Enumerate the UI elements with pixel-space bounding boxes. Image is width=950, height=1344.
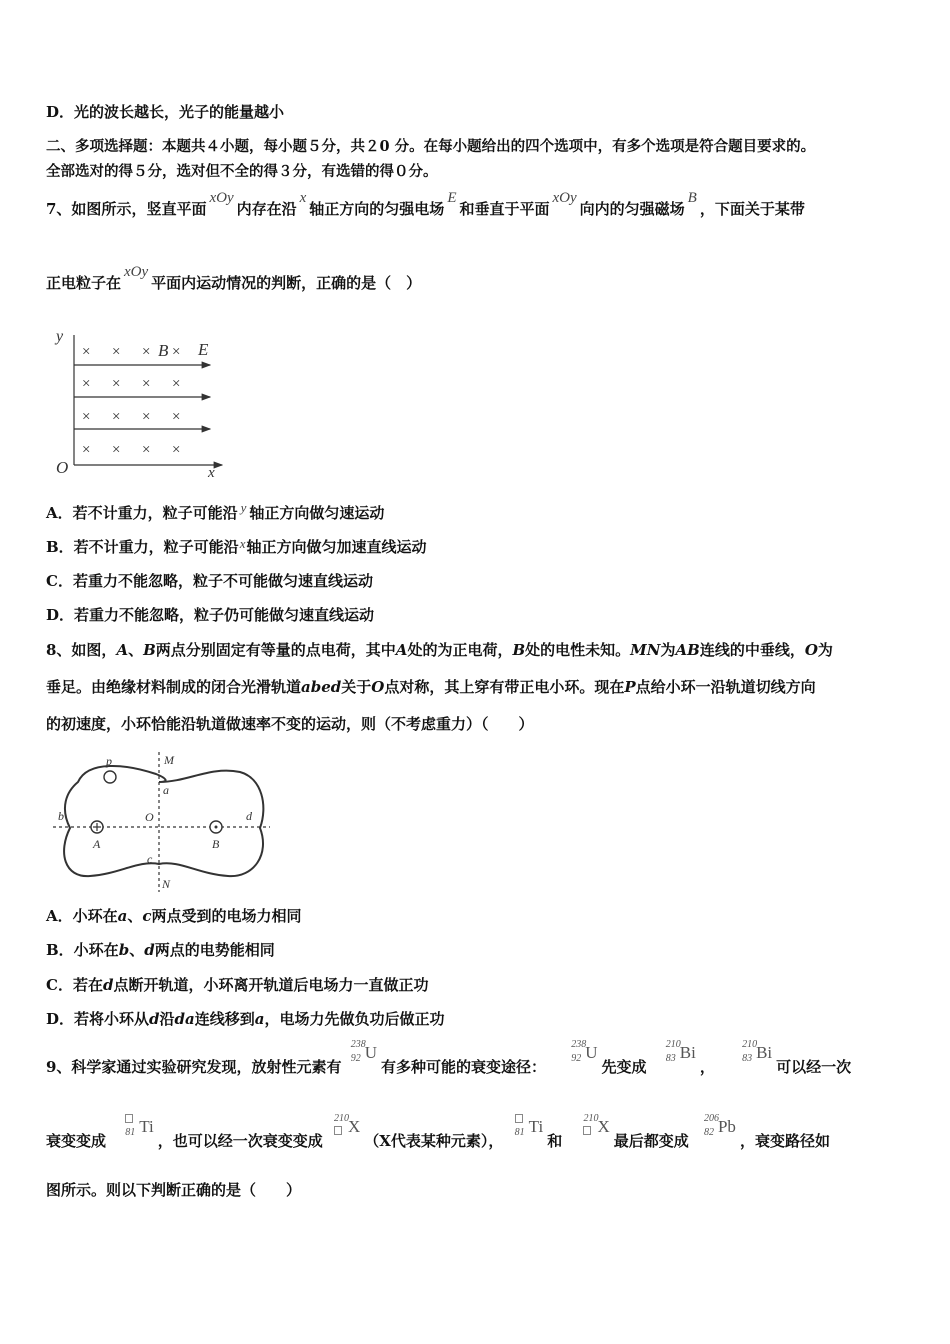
q7-cross: × [112,376,121,392]
q8-option-c-text: 点断开轨道，小环离开轨道后电场力一直做正功 [113,976,429,994]
q8-option-c-text: C．若在 [46,976,103,994]
q7-math-b: B [687,190,697,206]
q7-option-d: D．若重力不能忽略，粒子仍可能做匀速直线运动 [46,606,375,624]
q8-text: 两点分别固定有等量的点电荷，其中 [155,641,396,659]
q9-text: 和 [547,1132,563,1150]
nuclide-mass: 238 [571,1039,587,1050]
q7-option-a-text: A．若不计重力，粒子可能沿 [46,504,238,522]
q8-label-o: O [145,810,154,824]
q8-var: b [118,941,130,959]
nuclide-mass: 210 [742,1039,758,1050]
q9-text: 最后都变成 [613,1132,689,1150]
q8-option-a-text: 、 [127,907,143,925]
nuclide-mass: 210 [665,1039,681,1050]
q7-text: 7、如图所示，竖直平面 [46,200,207,218]
q8-var: c [142,907,152,925]
nuclide-pb206 [703,1113,736,1152]
nuclide-symbol: X [597,1117,610,1136]
q8-text: 点给小环一沿轨道切线方向 [635,678,816,696]
nuclide-bi210 [665,1039,696,1078]
q7-figure [52,325,232,485]
q7-cross: × [142,344,151,360]
q7-cross: × [142,442,151,458]
q7-option-a [46,500,385,524]
q7-cross: × [172,409,181,425]
q9-stem-line1 [46,1039,852,1078]
q8-var: B [512,641,526,659]
q7-label-e: E [198,340,209,359]
q8-text: 连线的中垂线， [699,641,805,659]
nuclide-symbol: X [348,1117,361,1136]
q7-text: 内存在沿 [236,200,297,218]
nuclide-x210 [334,1113,361,1152]
q8-label-n: N [162,877,171,891]
q7-text: 轴正方向的匀强电场 [309,200,445,218]
q8-text: 为 [817,641,833,659]
q8-label-a: a [163,783,169,797]
q7-stem-line1 [46,190,805,220]
q9-text: 先变成 [601,1058,647,1076]
q8-option-d [46,1009,445,1029]
q8-var: MN [630,641,661,659]
q8-var: A [116,641,129,659]
q9-text: ，衰变路径如 [739,1132,830,1150]
q7-math-x: x [299,190,307,206]
q9-text: 有多种可能的衰变途径： [380,1058,546,1076]
nuclide-charge: 81 [514,1127,525,1138]
q8-var: d [102,976,114,994]
q9-stem-line3: 图所示。则以下判断正确的是（ ） [46,1181,302,1199]
nuclide-u238 [350,1039,377,1078]
q7-label-x: x [208,465,215,481]
q7-math-e: E [447,190,457,206]
nuclide-ti [125,1117,154,1152]
q8-stem-line3: 的初速度，小环恰能沿轨道做速率不变的运动，则（不考虑重力）（ ） [46,715,534,733]
nuclide-x210 [583,1113,610,1152]
q8-var: da [174,1010,195,1028]
q7-label-b: B [158,341,169,360]
q8-var: abed [301,678,342,696]
q8-var: a [117,907,128,925]
q7-cross: × [82,442,91,458]
section-header-line1: 二、多项选择题：本题共４小题，每小题５分，共２0 分。在每小题给出的四个选项中，有多个选项是符合题目要求的。 [46,138,816,155]
q8-label-charge-a: A [93,837,101,851]
q7-cross: × [82,344,91,360]
q9-text: 衰变变成 [46,1132,107,1150]
q8-option-b-text: 两点的电势能相同 [154,941,275,959]
q8-option-d-text: 沿 [159,1010,175,1028]
q8-figure [48,748,273,896]
q7-option-b-text: B．若不计重力，粒子可能沿 [46,538,239,556]
nuclide-symbol: U [585,1043,598,1062]
q8-option-a-text: 两点受到的电场力相同 [151,907,302,925]
nuclide-mass: 238 [350,1039,366,1050]
q7-math-xoy: xOy [552,190,577,206]
q7-cross: × [142,409,151,425]
q8-var: d [144,941,155,959]
q8-text: 处的为正电荷， [407,641,513,659]
q7-option-b [46,537,426,558]
q7-cross: × [172,442,181,458]
q8-option-b [46,940,275,960]
q8-var: AB [675,641,700,659]
q8-label-charge-b: B [212,837,220,851]
q7-text: 向内的匀强磁场 [579,200,685,218]
q8-text: 处的电性未知。 [525,641,631,659]
nuclide-mass: 206 [703,1113,719,1124]
nuclide-charge: 92 [350,1053,361,1064]
q7-option-a-text: 轴正方向做匀速运动 [249,504,385,522]
q8-label-p: p [106,754,112,768]
q8-option-a [46,906,302,926]
q7-cross: × [142,376,151,392]
q8-text: 关于 [341,678,372,696]
q7-option-c: C．若重力不能忽略，粒子不可能做匀速直线运动 [46,572,373,590]
q7-cross: × [112,442,121,458]
nuclide-bi210 [742,1039,773,1078]
nuclide-charge: 92 [571,1053,582,1064]
q9-text: 9、科学家通过实验研究发现，放射性元素有 [46,1058,342,1076]
nuclide-charge: 83 [742,1053,753,1064]
q8-option-d-text: 连线移到 [194,1010,255,1028]
q7-text: 正电粒子在 [46,274,122,292]
q8-option-a-text: A．小环在 [46,907,118,925]
q8-option-d-text: D．若将小环从 [46,1010,150,1028]
q8-text: 垂足。由绝缘材料制成的闭合光滑轨道 [46,678,302,696]
nuclide-symbol: Pb [717,1117,736,1136]
q7-cross: × [82,409,91,425]
q8-option-b-text: B．小环在 [46,941,119,959]
prev-option-d: D．光的波长越长，光子的能量越小 [46,103,285,121]
q7-math-y: y [240,500,247,515]
q7-text: 和垂直于平面 [459,200,550,218]
q8-option-d-text: ，电场力先做负功后做正功 [264,1010,445,1028]
q8-var: B [143,641,156,659]
q7-cross: × [112,409,121,425]
nuclide-charge: 81 [125,1127,136,1138]
q7-cross: × [172,344,181,360]
q7-label-y: y [56,328,64,345]
nuclide-charge: 82 [703,1127,714,1138]
q7-cross: × [82,376,91,392]
q7-label-o: O [56,458,69,477]
nuclide-u238 [571,1039,598,1078]
q9-text: ， [699,1058,715,1076]
q9-text: （X代表某种元素）， [364,1132,504,1150]
nuclide-symbol: Ti [139,1117,154,1136]
q8-text: 为 [660,641,676,659]
q8-label-b: b [58,809,64,823]
q8-ring-p [104,771,116,783]
q8-text: 点对称，其上穿有带正电小环。现在 [384,678,625,696]
nuclide-symbol: U [364,1043,377,1062]
q7-option-b-text: 轴正方向做匀加速直线运动 [246,538,427,556]
q8-var: A [395,641,408,659]
q9-stem-line2 [46,1113,830,1152]
q8-label-d: d [246,809,252,823]
q8-var: O [371,678,385,696]
q7-text: ，下面关于某带 [699,200,805,218]
q7-cross: × [172,376,181,392]
q9-text: 可以经一次 [776,1058,852,1076]
q8-var: P [624,678,636,696]
q8-label-m: M [164,753,174,767]
q8-text: 、 [128,641,144,659]
q9-text: ，也可以经一次衰变变成 [157,1132,323,1150]
q8-var: O [804,641,818,659]
nuclide-symbol: Bi [679,1043,696,1062]
q8-stem-line2 [46,677,816,697]
q8-charge-b-dot [215,826,218,829]
q8-var: a [254,1010,265,1028]
q7-math-xoy: xOy [124,264,149,280]
nuclide-symbol: Ti [528,1117,544,1136]
q8-stem-line1 [46,640,833,660]
q7-cross: × [112,344,121,360]
q8-option-b-text: 、 [129,941,145,959]
q7-math-xoy: xOy [209,190,234,206]
nuclide-ti [514,1117,544,1152]
nuclide-mass: 210 [334,1113,350,1124]
q7-math-x: x [239,536,246,551]
q7-stem-line2 [46,264,422,294]
q7-text: 平面内运动情况的判断，正确的是（ ） [151,274,422,292]
q8-option-c [46,975,428,995]
q8-var: d [149,1010,160,1028]
nuclide-mass: 210 [583,1113,599,1124]
nuclide-symbol: Bi [756,1043,773,1062]
section-header-line2: 全部选对的得５分，选对但不全的得３分，有选错的得０分。 [46,163,438,180]
q8-label-c: c [147,852,153,866]
nuclide-charge: 83 [665,1053,676,1064]
q8-text: 8、如图， [46,641,117,659]
